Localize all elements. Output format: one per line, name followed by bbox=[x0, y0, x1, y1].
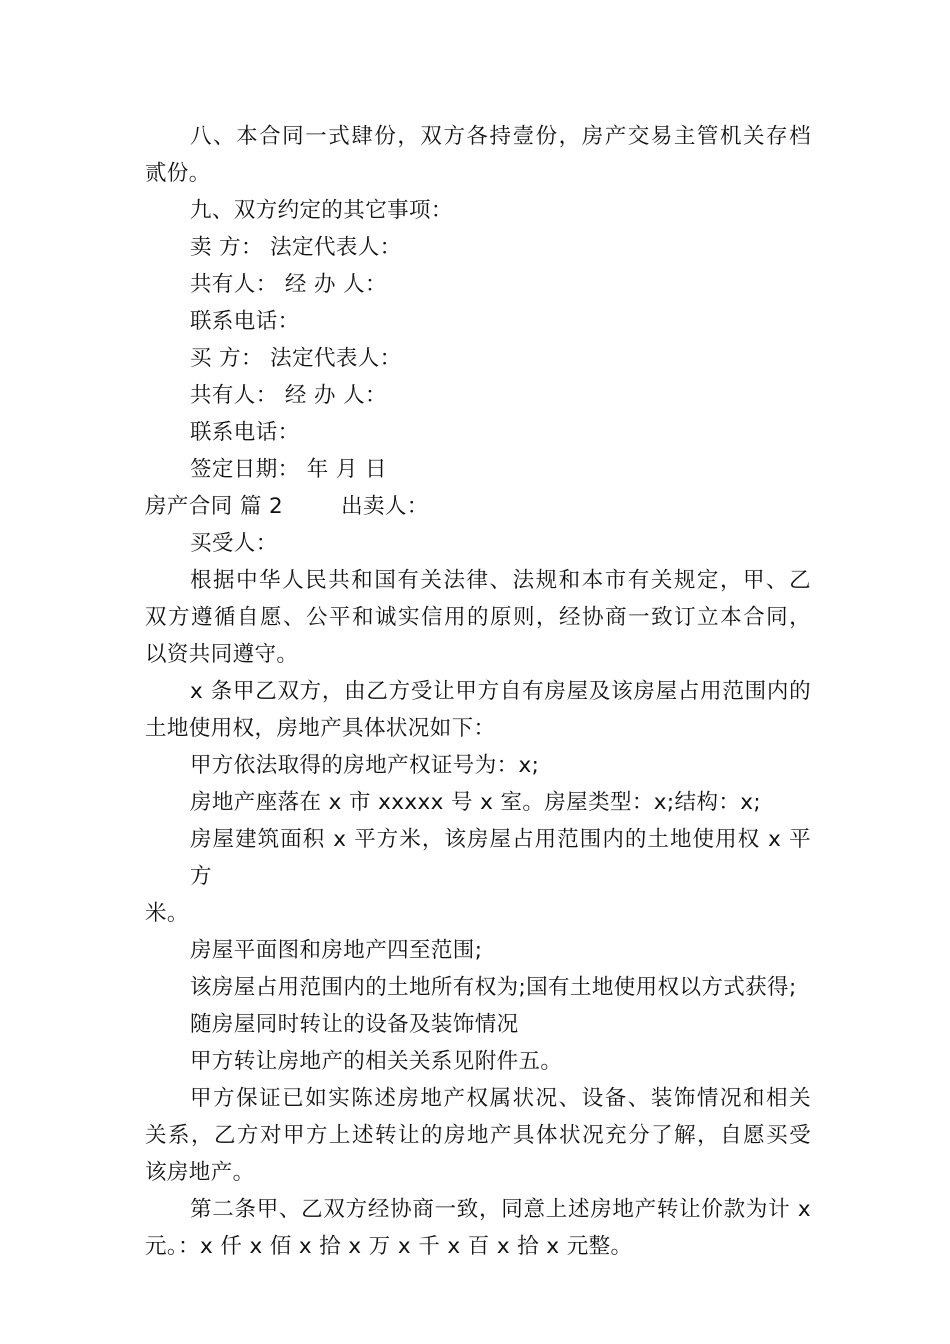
appendix-line: 甲方转让房地产的相关关系见附件五。 bbox=[190, 1049, 563, 1074]
clause-nine: 九、双方约定的其它事项： bbox=[190, 198, 453, 223]
floor-area-line-2: 米。 bbox=[145, 901, 189, 926]
buyer-phone-line: 联系电话： bbox=[190, 420, 300, 445]
article-one-line-2: 土地使用权，房地产具体状况如下： bbox=[145, 716, 496, 741]
seller-signature-line: 卖 方： 法定代表人： bbox=[190, 235, 402, 260]
floor-plan-line: 房屋平面图和房地产四至范围; bbox=[190, 938, 483, 963]
section2-heading: 房产合同 篇 2 bbox=[145, 494, 284, 519]
warranty-line-1: 甲方保证已如实陈述房地产权属状况、设备、装饰情况和相关 bbox=[190, 1086, 811, 1111]
certificate-number-line: 甲方依法取得的房地产权证号为：x; bbox=[190, 753, 540, 778]
seller-phone-line: 联系电话： bbox=[190, 309, 300, 334]
buyer-coowner-line: 共有人： 经 办 人： bbox=[190, 383, 387, 408]
buyer-label: 买受人： bbox=[190, 531, 278, 556]
seller-coowner-line: 共有人： 经 办 人： bbox=[190, 272, 387, 297]
warranty-line-3: 该房地产。 bbox=[145, 1160, 255, 1185]
clause-eight-line-1: 八、本合同一式肆份，双方各持壹份，房产交易主管机关存档 bbox=[190, 124, 811, 149]
article-two-line-1: 第二条甲、乙双方经协商一致，同意上述房地产转让价款为计 x bbox=[190, 1197, 811, 1222]
document-body bbox=[145, 118, 811, 1265]
article-two-line-2: 元。：x 仟 x 佰 x 拾 x 万 x 千 x 百 x 拾 x 元整。 bbox=[145, 1234, 633, 1259]
property-location-line: 房地产座落在 x 市 xxxxx 号 x 室。房屋类型：x;结构：x; bbox=[190, 790, 762, 815]
preamble-line-2: 双方遵循自愿、公平和诚实信用的原则，经协商一致订立本合同， bbox=[145, 605, 811, 630]
warranty-line-2: 关系，乙方对甲方上述转让的房地产具体状况充分了解，自愿买受 bbox=[145, 1123, 811, 1148]
preamble-line-3: 以资共同遵守。 bbox=[145, 642, 299, 667]
preamble-line-1: 根据中华人民共和国有关法律、法规和本市有关规定，甲、乙 bbox=[190, 568, 811, 593]
land-ownership-line: 该房屋占用范围内的土地所有权为;国有土地使用权以方式获得; bbox=[190, 975, 797, 1000]
clause-eight-line-2: 贰份。 bbox=[145, 161, 211, 186]
equipment-line: 随房屋同时转让的设备及装饰情况 bbox=[190, 1012, 519, 1037]
floor-area-line-1: 房屋建筑面积 x 平方米，该房屋占用范围内的土地使用权 x 平方 bbox=[190, 827, 811, 889]
seller-label: 出卖人： bbox=[341, 494, 429, 519]
buyer-signature-line: 买 方： 法定代表人： bbox=[190, 346, 402, 371]
section2-heading-row bbox=[145, 488, 811, 525]
article-one-line-1: x 条甲乙双方，由乙方受让甲方自有房屋及该房屋占用范围内的 bbox=[190, 679, 811, 704]
signing-date-line: 签定日期： 年 月 日 bbox=[190, 457, 387, 482]
